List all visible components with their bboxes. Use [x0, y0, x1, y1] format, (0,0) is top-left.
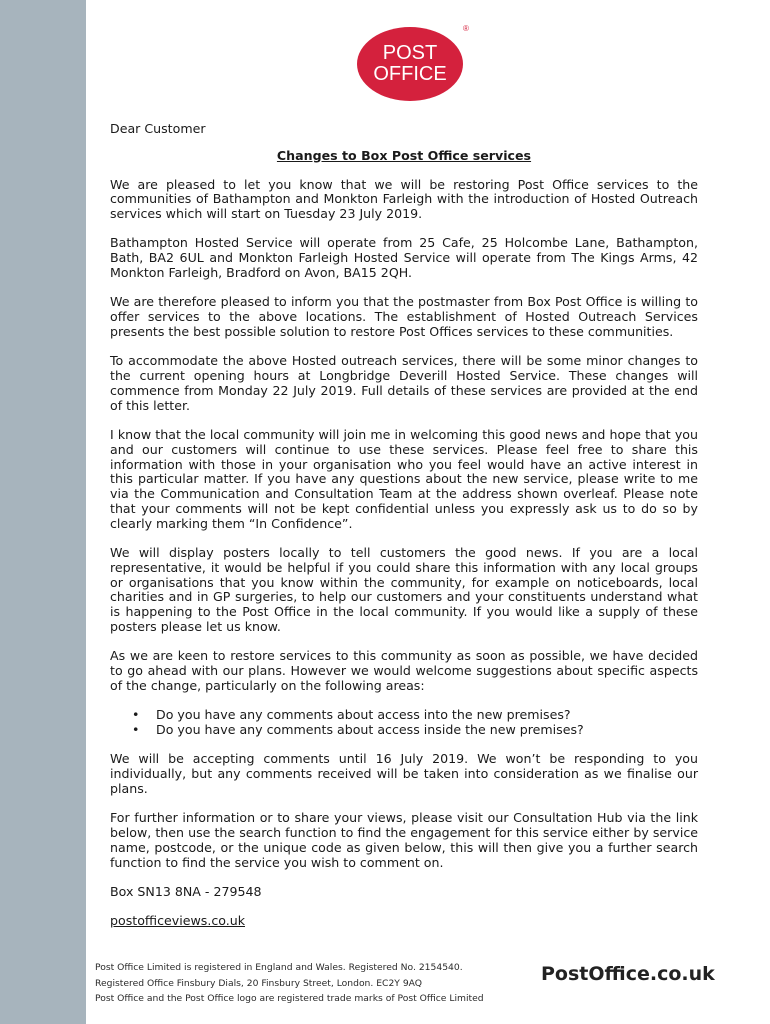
list-item-text: Do you have any comments about access into the new premises?	[156, 707, 571, 723]
bullet-icon: •	[132, 722, 140, 737]
footer-legal	[95, 960, 595, 1007]
registered-mark: ®	[463, 24, 469, 33]
letter-heading: Changes to Box Post Office services	[276, 147, 532, 163]
paragraph-6: We will display posters locally to tell customers the good news. If you are a local representative, it would be helpful if you could share this information with any local groups or organisations that you know within the community, for example on noticeboards, local charities and in GP surgeries, to help our customers and your constituents understand what is happening to the Post Office in the local community. If you would like a supply of these posters please let us know.	[110, 545, 698, 635]
question-list	[110, 708, 698, 738]
paragraph-3: We are therefore pleased to inform you that the postmaster from Box Post Office is willing to offer services to the above locations. The establishment of Hosted Outreach Services presents the best possible solution to restore Post Offices services to these communities.	[110, 294, 698, 339]
logo-line1: POST	[382, 42, 438, 64]
paragraph-7: As we are keen to restore services to this community as soon as possible, we have decided to go ahead with our plans. However we would welcome suggestions about specific aspects of the change, particularly on the following areas:	[110, 648, 698, 693]
footer-line-3: Post Office and the Post Office logo are registered trade marks of Post Office Limited	[95, 993, 484, 1004]
list-item	[110, 723, 698, 738]
paragraph-5: I know that the local community will join me in welcoming this good news and hope that you and our customers will continue to use these services. Please feel free to share this information with those in your organisation who you feel would have an active interest in this particular matter. If you have any questions about the new service, please write to me via the Communication and Consultation Team at the address shown overleaf. Please note that your comments will not be kept confidential unless you expressly ask us to do so by clearly marking them “In Confidence”.	[110, 426, 698, 531]
logo-line2: OFFICE	[373, 63, 447, 85]
paragraph-9: For further information or to share your views, please visit our Consultation Hub via the link below, then use the search function to find the engagement for this service either by service name, postcode, or the unique code as given below, this will then give you a further search function to find the service you wish to comment on.	[110, 810, 698, 870]
bullet-icon: •	[132, 707, 140, 723]
list-item	[110, 708, 698, 723]
consultation-link[interactable]: postofficeviews.co.uk	[110, 913, 246, 929]
left-decorative-bar	[0, 0, 86, 1024]
paragraph-4: To accommodate the above Hosted outreach services, there will be some minor changes to the current opening hours at Longbridge Deverill Hosted Service. These changes will commence from Monday 22 July 2019. Full details of these services are provided at the end of this letter.	[110, 353, 698, 413]
letter-body	[110, 122, 698, 943]
engagement-code: Box SN13 8NA - 279548	[110, 883, 262, 899]
paragraph-8: We will be accepting comments until 16 July 2019. We won’t be responding to you individually, but any comments received will be taken into consideration as we finalise our plans.	[110, 751, 698, 796]
salutation: Dear Customer	[110, 121, 206, 136]
list-item-text: Do you have any comments about access inside the new premises?	[156, 722, 584, 737]
footer-line-2: Registered Office Finsbury Dials, 20 Finsbury Street, London. EC2Y 9AQ	[95, 977, 423, 989]
post-office-logo	[355, 24, 473, 104]
paragraph-1: We are pleased to let you know that we will be restoring Post Office services to the communities of Bathampton and Monkton Farleigh with the introduction of Hosted Outreach services which will start on Tuesday 23 July 2019.	[110, 176, 698, 222]
footer-line-1: Post Office Limited is registered in England and Wales. Registered No. 2154540.	[95, 962, 463, 973]
paragraph-2: Bathampton Hosted Service will operate from 25 Cafe, 25 Holcombe Lane, Bathampton, Bath, BA2 6UL and Monkton Farleigh Hosted Service will operate from The Kings Arms, 42 Monkton Farleigh, Bradford on Avon, BA15 2QH.	[110, 235, 698, 281]
footer-website: PostOffice.co.uk	[541, 963, 715, 985]
